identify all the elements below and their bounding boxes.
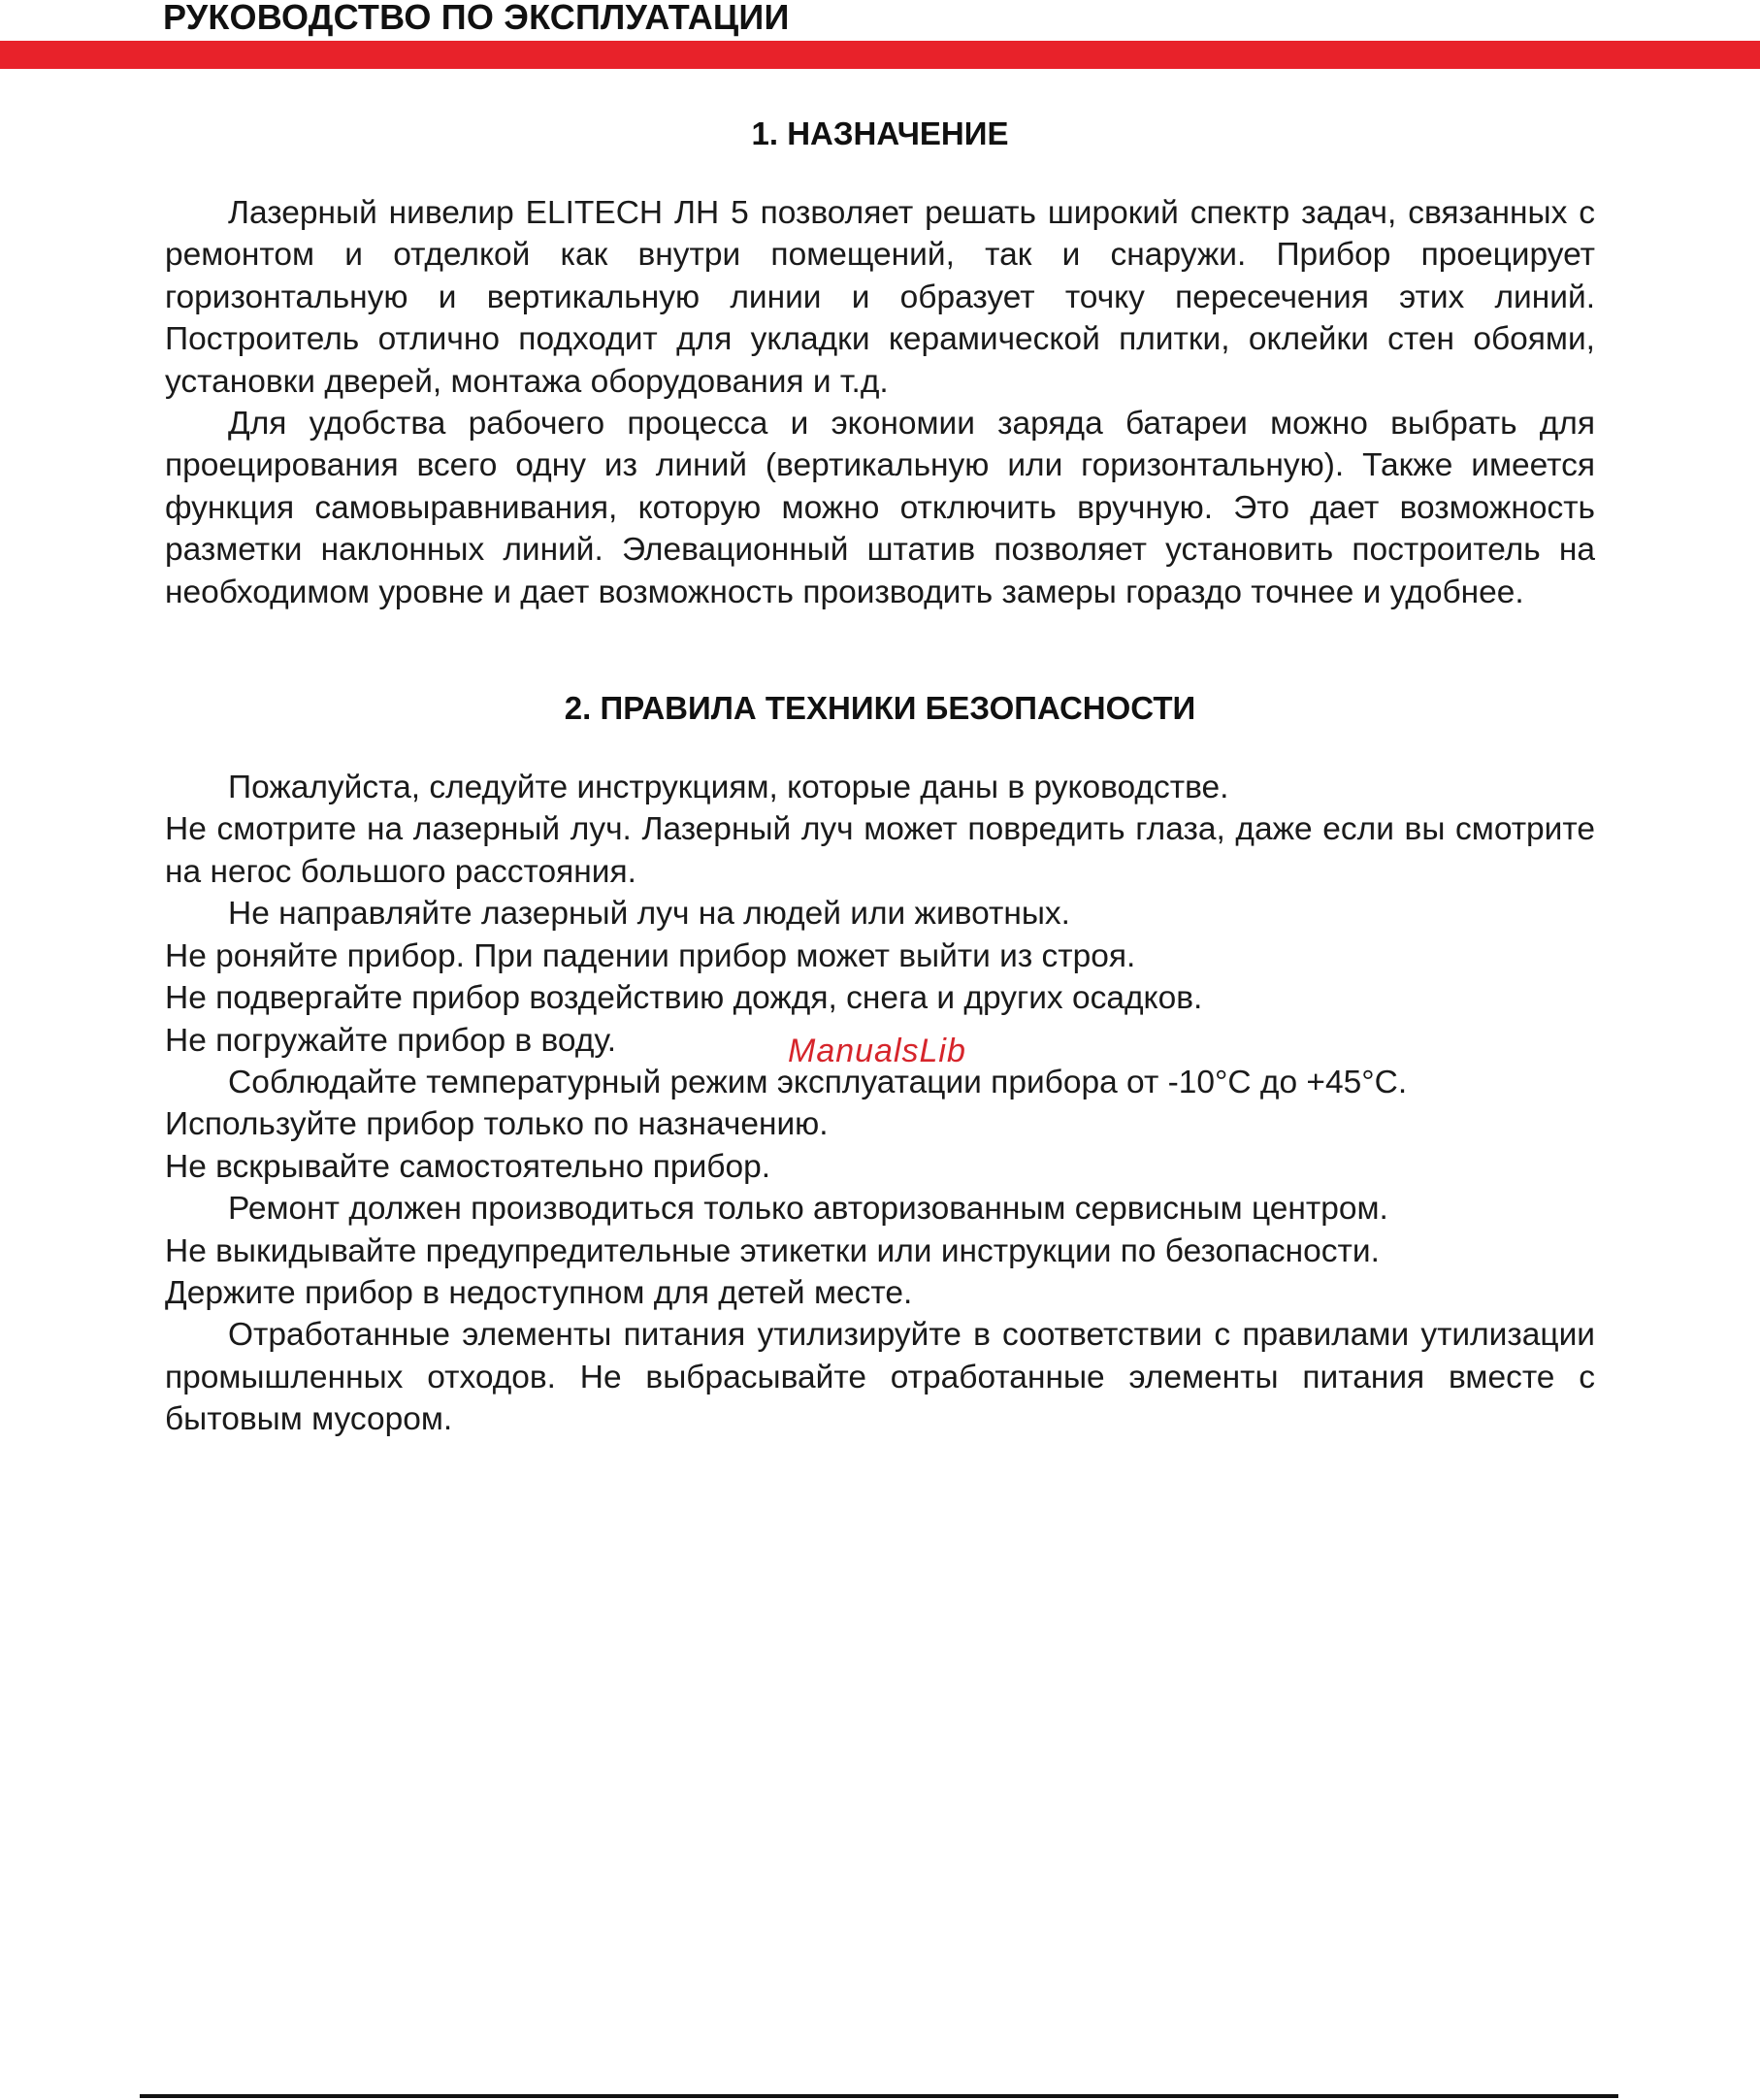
section-2-heading: 2. ПРАВИЛА ТЕХНИКИ БЕЗОПАСНОСТИ (564, 690, 1196, 727)
safety-line-13: Отработанные элементы питания утилизируйте в соответствии с правилами утилизации промышленных отходов. Не выбрасывайте отработанные элементы питания вместе с бытовым мусором. (165, 1317, 1595, 1438)
header-red-band (0, 41, 1760, 69)
safety-line-11: Не выкидывайте предупредительные этикетки или инструкции по безопасности. (165, 1232, 1380, 1269)
safety-line-2: Не смотрите на лазерный луч. Лазерный луч может повредить глаза, даже если вы смотрите на негос большого расстояния. (165, 811, 1595, 890)
watermark-logo: ManualsLib (788, 1033, 966, 1069)
safety-line-3: Не направляйте лазерный луч на людей или животных. (228, 896, 1070, 933)
safety-line-9: Не вскрывайте самостоятельно прибор. (165, 1148, 771, 1185)
safety-line-10: Ремонт должен производиться только авторизованным сервисным центром. (228, 1191, 1388, 1228)
section-1-heading: 1. НАЗНАЧЕНИЕ (751, 115, 1009, 151)
section-1-paragraph-1: Лазерный нивелир ELITECH ЛН 5 позволяет решать широкий спектр задач, связанных с ремонтом и отделкой как внутри помещений, так и снаружи. Прибор проецирует горизонтальную и вертикальную линии и образует точку пересечения этих линий. Построитель отлично подходит для укладки керамической плитки, оклейки стен обоями, установки дверей, монтажа оборудования и т.д. (165, 195, 1595, 400)
safety-line-4: Не роняйте прибор. При падении прибор может выйти из строя. (165, 937, 1136, 974)
safety-line-6: Не погружайте прибор в воду. (165, 1022, 617, 1059)
safety-line-8: Используйте прибор только по назначению. (165, 1106, 829, 1143)
bottom-divider (140, 2094, 1618, 2098)
safety-line-1: Пожалуйста, следуйте инструкциям, которые даны в руководстве. (228, 770, 1229, 806)
safety-line-12: Держите прибор в недоступном для детей месте. (165, 1274, 913, 1311)
safety-line-5: Не подвергайте прибор воздействию дождя, снега и других осадков. (165, 980, 1203, 1017)
document-body (165, 115, 1595, 1441)
running-header-title: РУКОВОДСТВО ПО ЭКСПЛУАТАЦИИ (163, 0, 790, 37)
section-1-paragraph-2: Для удобства рабочего процесса и экономии заряда батареи можно выбрать для проецирования всего одну из линий (вертикальную или горизонтальную). Также имеется функция самовыравнивания, которую можно отключить вручную. Это дает возможность разметки наклонных линий. Элевационный штатив позволяет установить построитель на необходимом уровне и дает возможность производить замеры гораздо точнее и удобнее. (165, 406, 1595, 610)
safety-line-7: Соблюдайте температурный режим эксплуатации прибора от -10°С до +45°С. (228, 1064, 1408, 1100)
